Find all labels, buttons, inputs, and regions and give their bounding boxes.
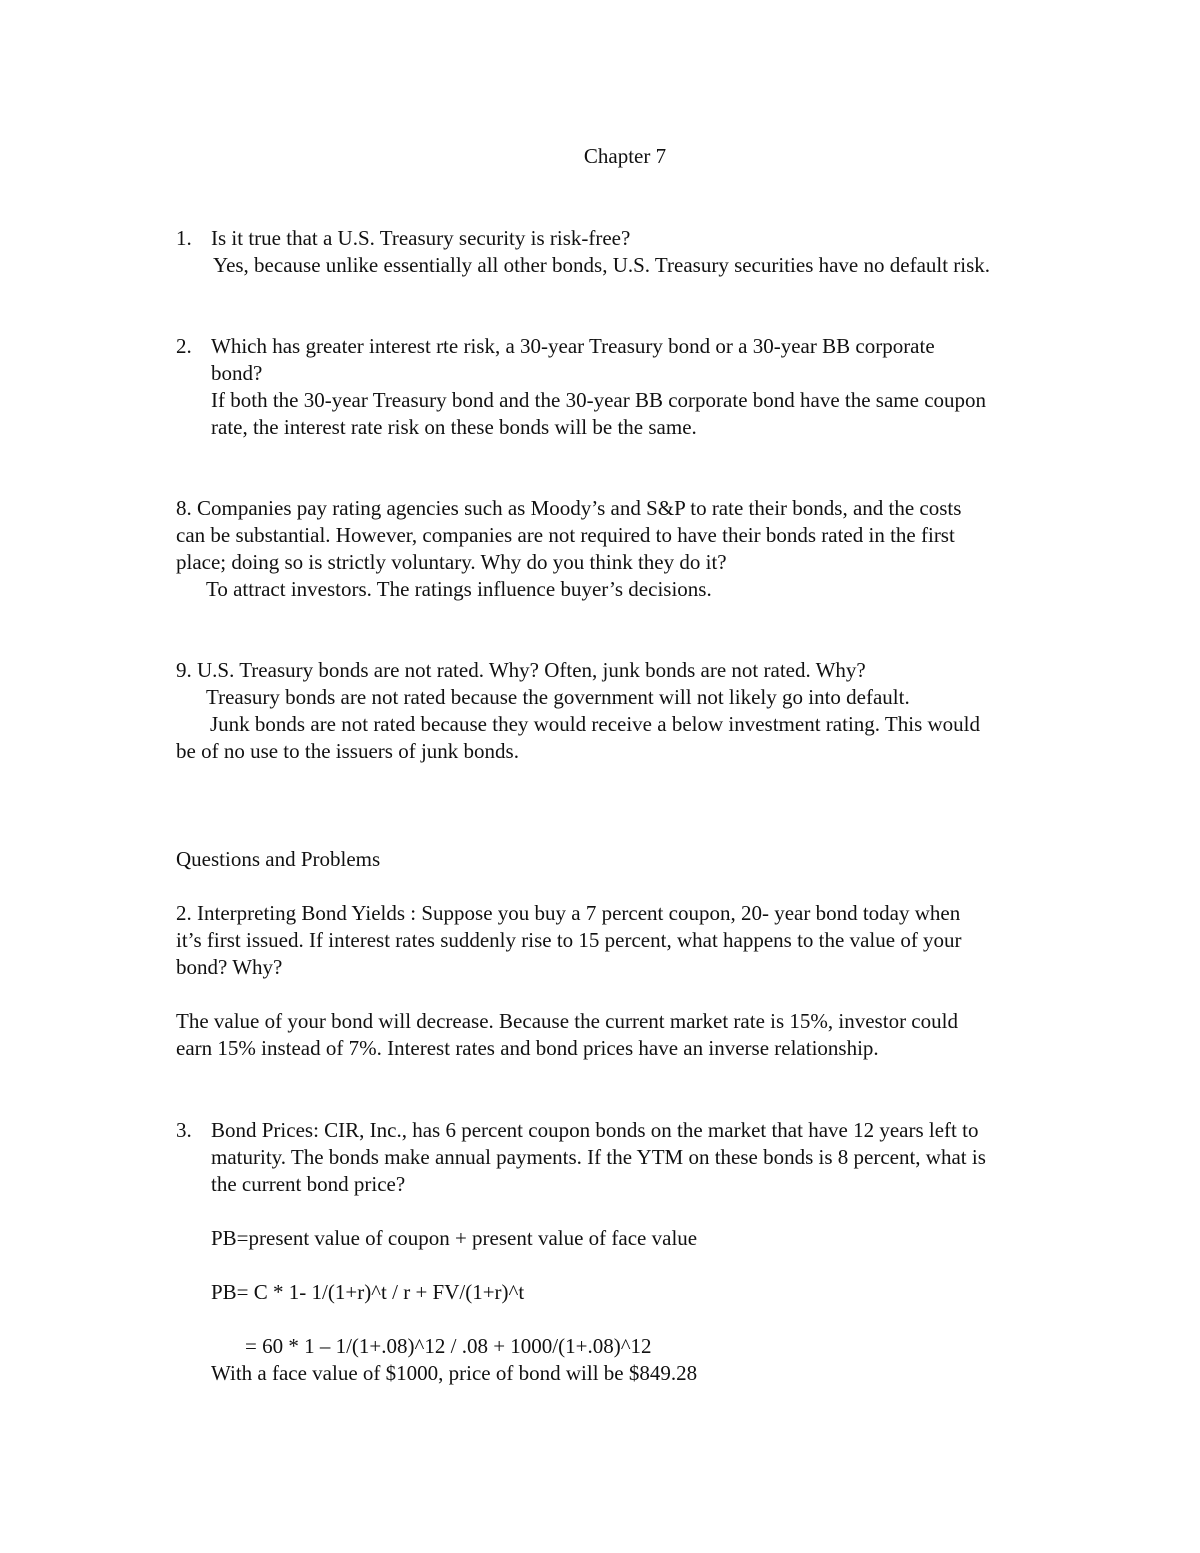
p3-number: 3. — [176, 1118, 192, 1142]
q9-question: 9. U.S. Treasury bonds are not rated. Why? Often, junk bonds are not rated. Why? — [176, 658, 866, 682]
q8-line-3: place; doing so is strictly voluntary. Why do you think they do it? — [176, 550, 727, 574]
q8-line-2: can be substantial. However, companies are not required to have their bonds rated in the first — [176, 523, 955, 547]
q1-question: Is it true that a U.S. Treasury security is risk-free? — [211, 226, 631, 250]
p3-line-2: maturity. The bonds make annual payments. If the YTM on these bonds is 8 percent, what is — [211, 1145, 986, 1169]
q2-question-line-1: Which has greater interest rte risk, a 30-year Treasury bond or a 30-year BB corporate — [211, 334, 935, 358]
q2-question-line-2: bond? — [211, 361, 263, 385]
p3-line-1: Bond Prices: CIR, Inc., has 6 percent coupon bonds on the market that have 12 years left to — [211, 1118, 979, 1142]
q2-number: 2. — [176, 334, 192, 358]
p2-line-1: 2. Interpreting Bond Yields : Suppose you buy a 7 percent coupon, 20- year bond today when — [176, 901, 961, 925]
p3-answer: With a face value of $1000, price of bond will be $849.28 — [211, 1361, 698, 1385]
q2-answer-line-1: If both the 30-year Treasury bond and the 30-year BB corporate bond have the same coupon — [211, 388, 987, 412]
p2-line-2: it’s first issued. If interest rates suddenly rise to 15 percent, what happens to the value of your — [176, 928, 962, 952]
section-heading: Questions and Problems — [176, 847, 381, 871]
page-title: Chapter 7 — [583, 144, 667, 168]
q9-answer-line-1: Treasury bonds are not rated because the government will not likely go into default. — [206, 685, 910, 709]
p2-answer-line-1: The value of your bond will decrease. Because the current market rate is 15%, investor could — [176, 1009, 958, 1033]
p2-answer-line-2: earn 15% instead of 7%. Interest rates and bond prices have an inverse relationship. — [176, 1036, 879, 1060]
q8-answer: To attract investors. The ratings influence buyer’s decisions. — [206, 577, 712, 601]
p3-formula-symbolic: PB= C * 1- 1/(1+r)^t / r + FV/(1+r)^t — [211, 1280, 525, 1304]
q1-number: 1. — [176, 226, 192, 250]
p2-line-3: bond? Why? — [176, 955, 283, 979]
q1-answer: Yes, because unlike essentially all other bonds, U.S. Treasury securities have no default risk. — [213, 253, 991, 277]
p3-line-3: the current bond price? — [211, 1172, 406, 1196]
p3-formula-numbers: = 60 * 1 – 1/(1+.08)^12 / .08 + 1000/(1+.08)^12 — [245, 1334, 652, 1358]
p3-formula-text: PB=present value of coupon + present value of face value — [211, 1226, 698, 1250]
q9-answer-line-2: Junk bonds are not rated because they would receive a below investment rating. This would — [210, 712, 980, 736]
q2-answer-line-2: rate, the interest rate risk on these bonds will be the same. — [211, 415, 697, 439]
q8-line-1: 8. Companies pay rating agencies such as Moody’s and S&P to rate their bonds, and the costs — [176, 496, 962, 520]
q9-answer-line-3: be of no use to the issuers of junk bonds. — [176, 739, 519, 763]
